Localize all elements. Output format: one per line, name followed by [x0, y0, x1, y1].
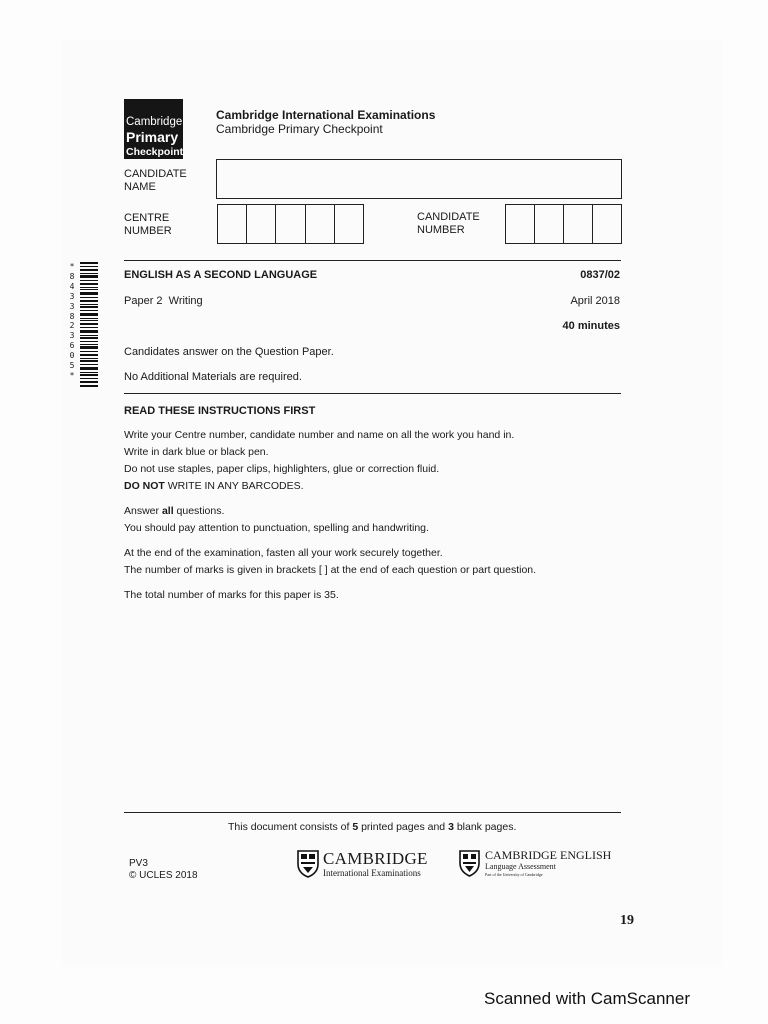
copyright: © UCLES 2018 [129, 870, 198, 881]
exam-duration: 40 minutes [562, 320, 620, 332]
digit-box[interactable] [535, 205, 564, 243]
cambridge-english-logo-text: CAMBRIDGE ENGLISH [485, 848, 612, 862]
instruction-line: DO NOT WRITE IN ANY BARCODES. [124, 480, 304, 492]
paper-title: Paper 2 Writing [124, 295, 203, 307]
footer-divider [124, 812, 621, 813]
instructions-heading: READ THESE INSTRUCTIONS FIRST [124, 405, 316, 417]
organization-name: Cambridge International Examinations [216, 108, 436, 122]
instructions-list [124, 427, 536, 604]
barcode-image [80, 262, 98, 387]
digit-box[interactable] [506, 205, 535, 243]
instruction-line: Do not use staples, paper clips, highlighters, glue or correction fluid. [124, 463, 440, 475]
instruction-line: The total number of marks for this paper is 35. [124, 589, 339, 601]
cambridge-english-logo-subtext: Language Assessment [485, 862, 556, 871]
barcode-number: * 8 4 3 3 8 2 3 6 0 5 * [69, 262, 75, 380]
candidate-number-boxes[interactable] [505, 204, 622, 244]
subject-title: ENGLISH AS A SECOND LANGUAGE [124, 269, 318, 281]
digit-box[interactable] [276, 205, 305, 243]
digit-box[interactable] [593, 205, 621, 243]
cambridge-primary-checkpoint-logo [124, 99, 183, 159]
instruction-line: The number of marks is given in brackets [ ] at the end of each question or part question. [124, 564, 537, 576]
page-number: 19 [620, 913, 634, 928]
centre-number-label: CENTRE NUMBER [124, 212, 172, 237]
candidate-name-field[interactable] [216, 159, 622, 199]
cambridge-english-logo-tiny: Part of the University of Cambridge [485, 872, 543, 877]
logo-line-1: Cambridge [126, 116, 183, 128]
candidate-name-label: CANDIDATE NAME [124, 168, 187, 193]
paper-code: 0837/02 [580, 269, 620, 281]
instruction-line: Write your Centre number, candidate number and name on all the work you hand in. [124, 429, 515, 441]
document-consists-note: This document consists of 5 printed pages and 3 blank pages. [228, 821, 517, 833]
divider [124, 260, 621, 261]
camscanner-watermark: Scanned with CamScanner [483, 989, 690, 1008]
cambridge-logo-text: CAMBRIDGE [323, 849, 428, 868]
digit-box[interactable] [335, 205, 363, 243]
program-name: Cambridge Primary Checkpoint [216, 122, 383, 136]
digit-box[interactable] [247, 205, 276, 243]
digit-box[interactable] [218, 205, 247, 243]
digit-box[interactable] [306, 205, 335, 243]
cambridge-shield-icon [297, 850, 319, 878]
instruction-line: You should pay attention to punctuation, spelling and handwriting. [124, 522, 429, 534]
cambridge-english-shield-icon [459, 850, 480, 877]
centre-number-boxes[interactable] [217, 204, 364, 244]
materials-note: No Additional Materials are required. [124, 371, 302, 383]
logo-line-3: Checkpoint [126, 146, 184, 158]
logo-line-2: Primary [126, 129, 179, 145]
divider [124, 393, 621, 394]
exam-date: April 2018 [570, 295, 620, 307]
candidate-number-label: CANDIDATE NUMBER [417, 211, 480, 236]
cambridge-logo-subtext: International Examinations [323, 868, 421, 878]
answer-note: Candidates answer on the Question Paper. [124, 346, 334, 358]
instruction-line: At the end of the examination, fasten all your work securely together. [124, 547, 443, 559]
instruction-line: Write in dark blue or black pen. [124, 446, 269, 458]
pv-code: PV3 [129, 858, 148, 869]
instruction-line: Answer all questions. [124, 505, 225, 517]
digit-box[interactable] [564, 205, 593, 243]
